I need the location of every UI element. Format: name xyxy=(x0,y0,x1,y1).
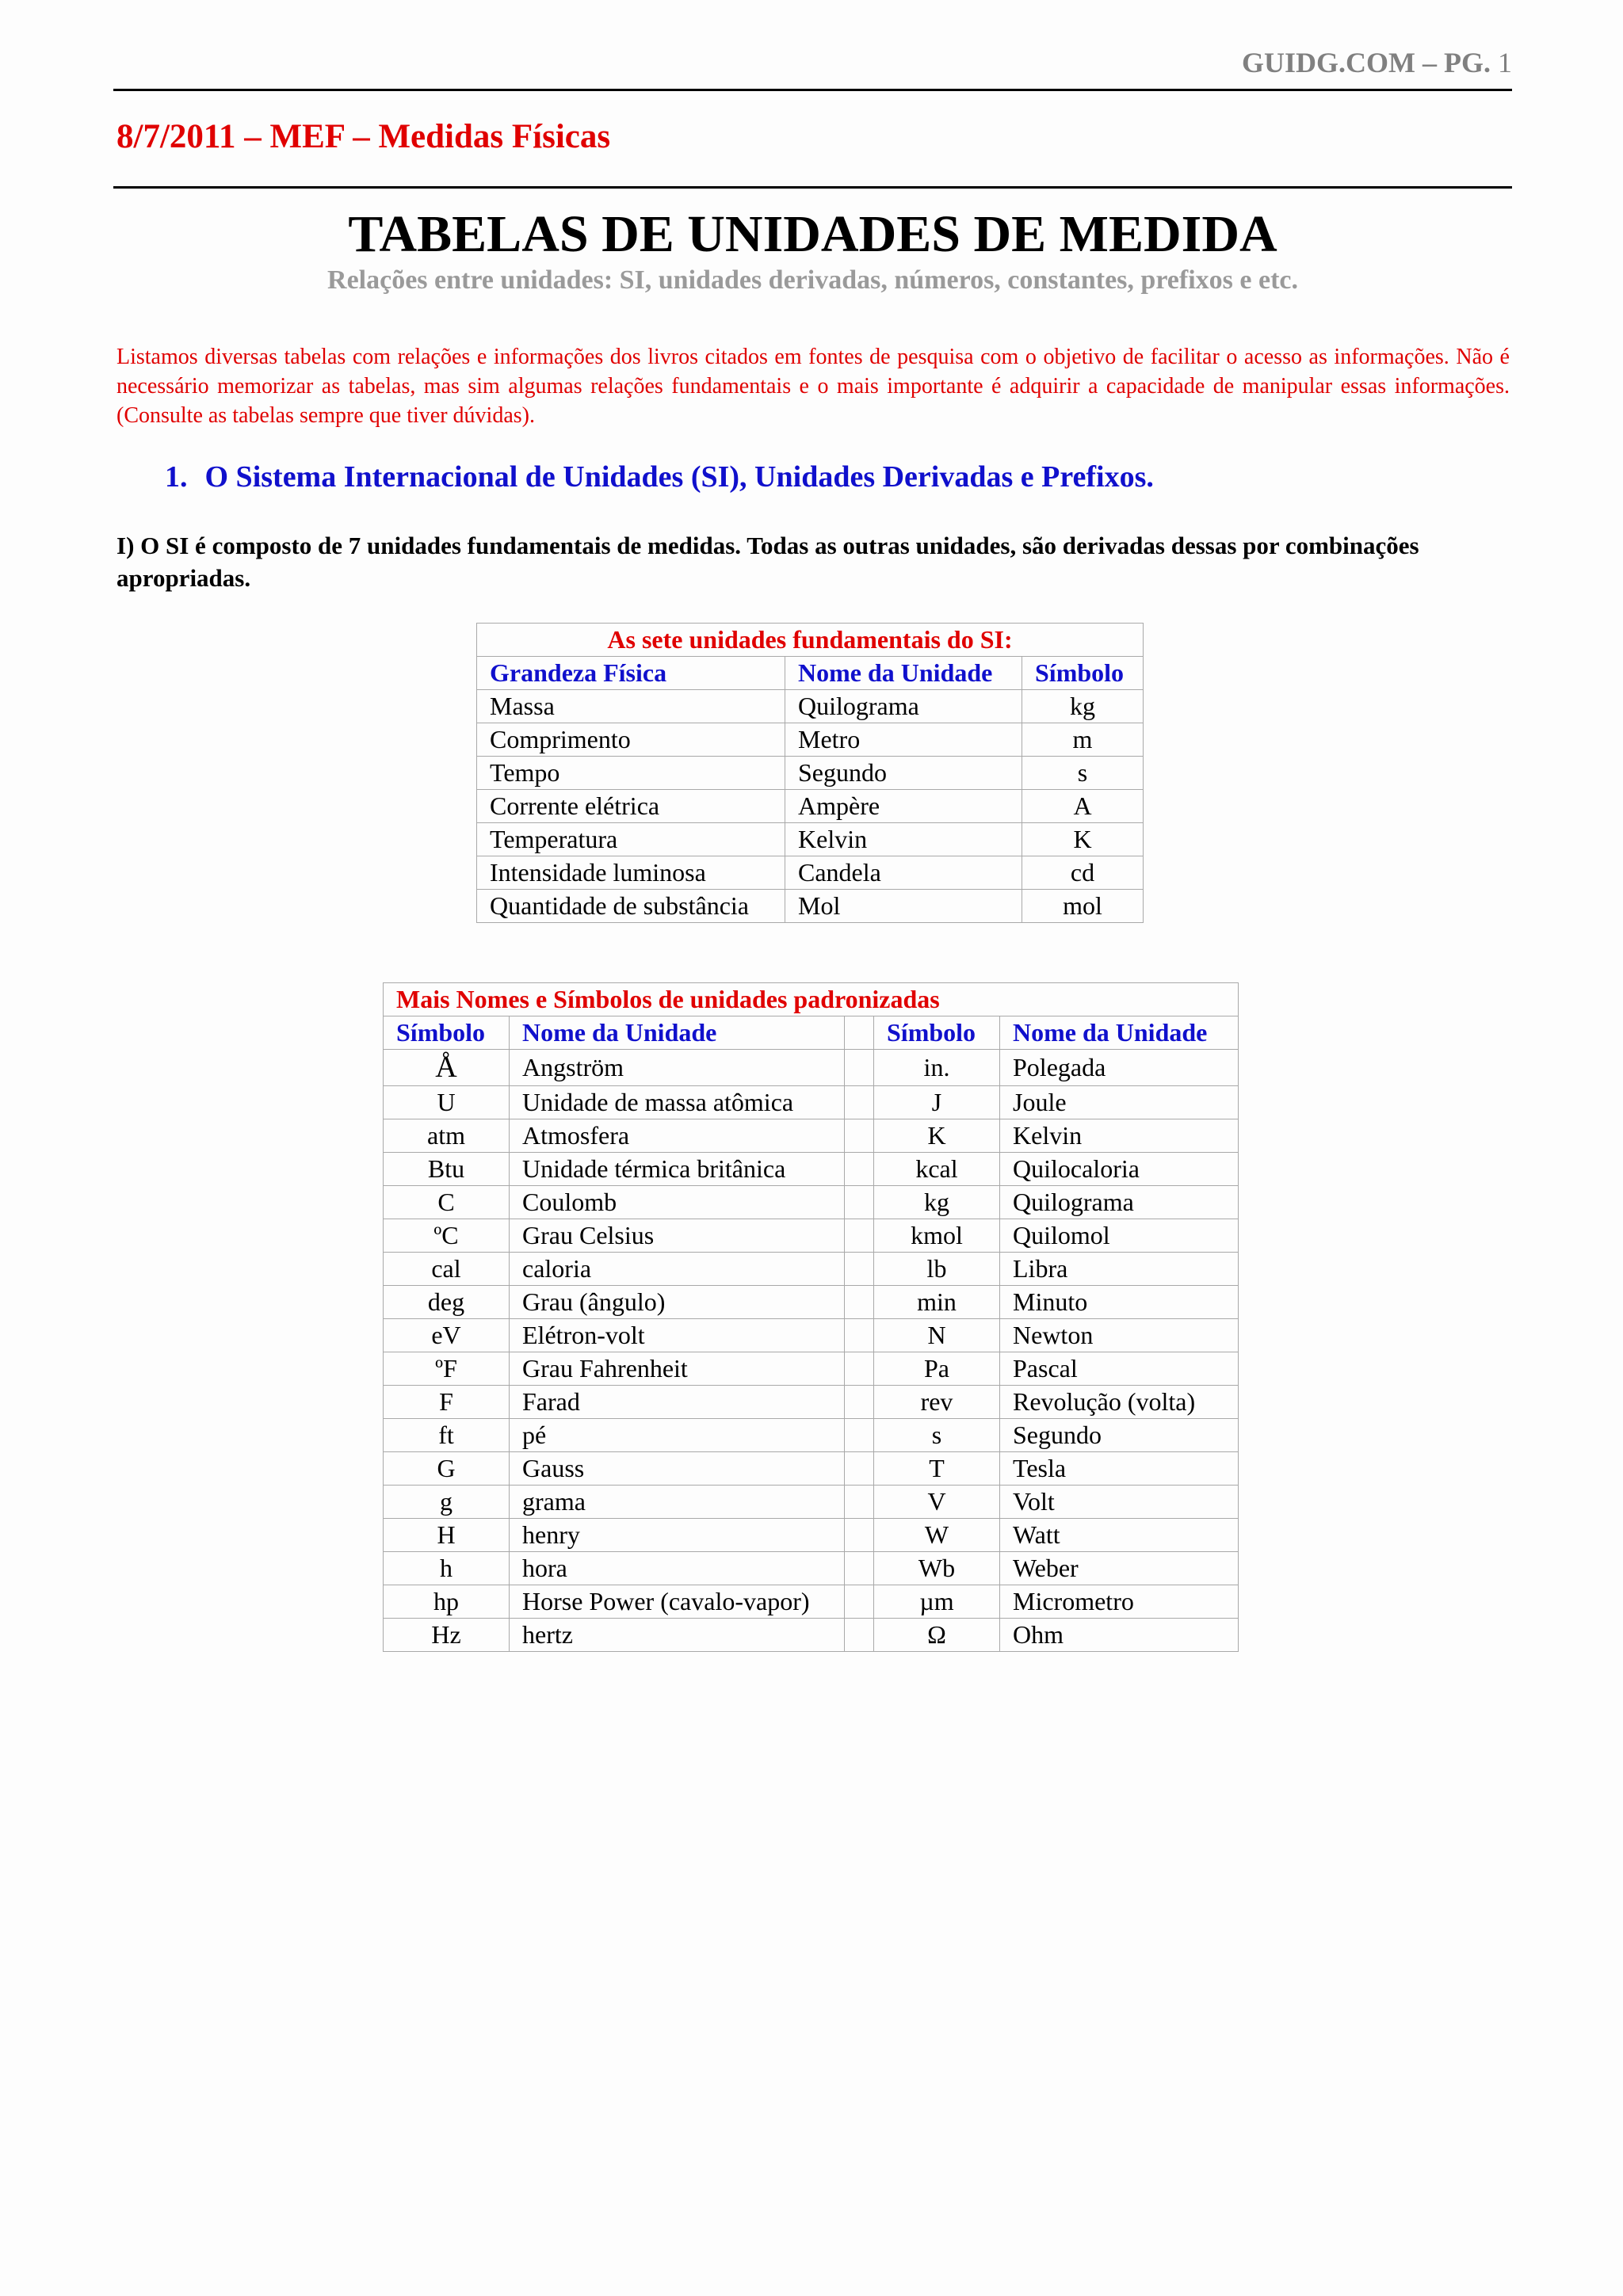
title-rule xyxy=(113,186,1512,189)
spacer-cell xyxy=(845,1585,874,1619)
lead-paragraph: I) O SI é composto de 7 unidades fundamentais de medidas. Todas as outras unidades, são derivadas dessas por combinações apropriadas. xyxy=(116,532,1419,592)
table-cell: Farad xyxy=(510,1386,845,1419)
table-cell: in. xyxy=(874,1050,1000,1086)
table-cell: Joule xyxy=(1000,1086,1239,1119)
table-cell: G xyxy=(384,1452,510,1486)
table-row xyxy=(384,1585,1239,1619)
table-row xyxy=(384,1619,1239,1652)
date-title: 8/7/2011 – MEF – Medidas Físicas xyxy=(116,118,611,155)
table-cell: Grau Fahrenheit xyxy=(510,1352,845,1386)
table-cell: Segundo xyxy=(785,757,1022,790)
page-subtitle: Relações entre unidades: SI, unidades derivadas, números, constantes, prefixos e etc. xyxy=(327,265,1298,295)
table-row xyxy=(477,856,1144,890)
table-cell: N xyxy=(874,1319,1000,1352)
section-heading xyxy=(165,460,1154,494)
table-cell: Quilograma xyxy=(785,690,1022,723)
table-cell: Å xyxy=(384,1050,510,1086)
table-row xyxy=(477,723,1144,757)
spacer-cell xyxy=(845,1119,874,1153)
table-cell: s xyxy=(874,1419,1000,1452)
table-cell: Unidade de massa atômica xyxy=(510,1086,845,1119)
table-cell: cal xyxy=(384,1253,510,1286)
table-cell: Coulomb xyxy=(510,1186,845,1219)
table-cell: mol xyxy=(1022,890,1144,923)
table-row xyxy=(384,1319,1239,1352)
table-cell: deg xyxy=(384,1286,510,1319)
page-header xyxy=(113,46,1512,79)
table-cell: V xyxy=(874,1486,1000,1519)
table-row xyxy=(477,757,1144,790)
column-header: Nome da Unidade xyxy=(510,1016,845,1050)
spacer-cell xyxy=(845,1619,874,1652)
table-row xyxy=(384,1219,1239,1253)
table-cell: hora xyxy=(510,1552,845,1585)
table-cell: m xyxy=(1022,723,1144,757)
table-cell: kmol xyxy=(874,1219,1000,1253)
column-header: Símbolo xyxy=(874,1016,1000,1050)
spacer-cell xyxy=(845,1486,874,1519)
table-cell: cd xyxy=(1022,856,1144,890)
spacer-cell xyxy=(845,1519,874,1552)
si-units-table xyxy=(476,623,1144,923)
table-row xyxy=(384,1086,1239,1119)
table-body xyxy=(384,1050,1239,1652)
table-cell: grama xyxy=(510,1486,845,1519)
table-row xyxy=(384,1486,1239,1519)
table-cell: henry xyxy=(510,1519,845,1552)
spacer-cell xyxy=(845,1086,874,1119)
table-cell: Weber xyxy=(1000,1552,1239,1585)
table-cell: Temperatura xyxy=(477,823,785,856)
table-cell: eV xyxy=(384,1319,510,1352)
table-row xyxy=(477,790,1144,823)
table-cell: µm xyxy=(874,1585,1000,1619)
table-cell: ºF xyxy=(384,1352,510,1386)
table-cell: K xyxy=(874,1119,1000,1153)
table-cell: Libra xyxy=(1000,1253,1239,1286)
table-cell: Hz xyxy=(384,1619,510,1652)
table-cell: Volt xyxy=(1000,1486,1239,1519)
table-row xyxy=(384,1519,1239,1552)
table-cell: Watt xyxy=(1000,1519,1239,1552)
table-cell: Polegada xyxy=(1000,1050,1239,1086)
table-cell: Unidade térmica britânica xyxy=(510,1153,845,1186)
table-cell: hertz xyxy=(510,1619,845,1652)
table-row xyxy=(384,1419,1239,1452)
table-cell: Micrometro xyxy=(1000,1585,1239,1619)
table-caption: As sete unidades fundamentais do SI: xyxy=(477,624,1144,657)
table-row xyxy=(384,1386,1239,1419)
spacer-cell xyxy=(845,1050,874,1086)
table-cell: Comprimento xyxy=(477,723,785,757)
table-cell: Atmosfera xyxy=(510,1119,845,1153)
table-caption-row xyxy=(384,983,1239,1016)
table-body xyxy=(477,690,1144,923)
table-cell: ºC xyxy=(384,1219,510,1253)
table-cell: C xyxy=(384,1186,510,1219)
table-row xyxy=(384,1186,1239,1219)
table-row xyxy=(384,1253,1239,1286)
table-cell: kg xyxy=(874,1186,1000,1219)
table-cell: Ω xyxy=(874,1619,1000,1652)
column-header: Nome da Unidade xyxy=(1000,1016,1239,1050)
table-cell: J xyxy=(874,1086,1000,1119)
spacer-cell xyxy=(845,1153,874,1186)
table-row xyxy=(384,1050,1239,1086)
table-cell: F xyxy=(384,1386,510,1419)
table-cell: ft xyxy=(384,1419,510,1452)
table-cell: W xyxy=(874,1519,1000,1552)
column-header: Nome da Unidade xyxy=(785,657,1022,690)
table-cell: rev xyxy=(874,1386,1000,1419)
spacer-cell xyxy=(845,1286,874,1319)
table-cell: Ampère xyxy=(785,790,1022,823)
table-cell: Minuto xyxy=(1000,1286,1239,1319)
table-cell: Pa xyxy=(874,1352,1000,1386)
table-cell: Tempo xyxy=(477,757,785,790)
spacer-cell xyxy=(845,1352,874,1386)
table-cell: Quantidade de substância xyxy=(477,890,785,923)
intro-paragraph: Listamos diversas tabelas com relações e informações dos livros citados em fontes de pesquisa com o objetivo de facilitar o acesso as informações. Não é necessário memorizar as tabelas, mas sim algumas relações fundamentais e o mais importante é adquirir a capacidade de manipular essas informações. (Consulte as tabelas sempre que tiver dúvidas). xyxy=(116,345,1510,428)
table-cell: Tesla xyxy=(1000,1452,1239,1486)
page-number: 1 xyxy=(1498,47,1512,78)
table-cell: g xyxy=(384,1486,510,1519)
spacer-cell xyxy=(845,1319,874,1352)
table-cell: Mol xyxy=(785,890,1022,923)
table-cell: Angström xyxy=(510,1050,845,1086)
table-cell: atm xyxy=(384,1119,510,1153)
spacer-cell xyxy=(845,1253,874,1286)
table-row xyxy=(384,1552,1239,1585)
table-cell: Corrente elétrica xyxy=(477,790,785,823)
table-cell: kcal xyxy=(874,1153,1000,1186)
table-cell: Quilograma xyxy=(1000,1186,1239,1219)
table-cell: Horse Power (cavalo-vapor) xyxy=(510,1585,845,1619)
table-cell: Grau (ângulo) xyxy=(510,1286,845,1319)
table-row xyxy=(477,890,1144,923)
table-row xyxy=(384,1286,1239,1319)
table-cell: pé xyxy=(510,1419,845,1452)
table-cell: Revolução (volta) xyxy=(1000,1386,1239,1419)
table-row xyxy=(384,1452,1239,1486)
table-cell: lb xyxy=(874,1253,1000,1286)
table-cell: A xyxy=(1022,790,1144,823)
table-row xyxy=(477,690,1144,723)
spacer-cell xyxy=(845,1452,874,1486)
table-row xyxy=(384,1119,1239,1153)
table-cell: K xyxy=(1022,823,1144,856)
spacer-cell xyxy=(845,1386,874,1419)
table-cell: s xyxy=(1022,757,1144,790)
header-rule xyxy=(113,89,1512,91)
table-cell: Elétron-volt xyxy=(510,1319,845,1352)
table-cell: min xyxy=(874,1286,1000,1319)
table-cell: Quilocaloria xyxy=(1000,1153,1239,1186)
table-cell: Wb xyxy=(874,1552,1000,1585)
table-cell: caloria xyxy=(510,1253,845,1286)
table-cell: U xyxy=(384,1086,510,1119)
table-cell: kg xyxy=(1022,690,1144,723)
table-cell: Quilomol xyxy=(1000,1219,1239,1253)
table-cell: Candela xyxy=(785,856,1022,890)
table-cell: Massa xyxy=(477,690,785,723)
table-cell: Btu xyxy=(384,1153,510,1186)
table-cell: Intensidade luminosa xyxy=(477,856,785,890)
table-cell: h xyxy=(384,1552,510,1585)
table-header-row xyxy=(477,657,1144,690)
section-title: O Sistema Internacional de Unidades (SI), Unidades Derivadas e Prefixos. xyxy=(204,460,1154,494)
table-caption: Mais Nomes e Símbolos de unidades padronizadas xyxy=(384,983,1239,1016)
table-cell: Segundo xyxy=(1000,1419,1239,1452)
column-header: Grandeza Física xyxy=(477,657,785,690)
spacer-cell xyxy=(845,1419,874,1452)
site-name: GUIDG.COM – PG. xyxy=(1242,47,1491,78)
spacer-cell xyxy=(845,1186,874,1219)
column-header: Símbolo xyxy=(1022,657,1144,690)
table-cell: Ohm xyxy=(1000,1619,1239,1652)
spacer-cell xyxy=(845,1552,874,1585)
table-cell: Newton xyxy=(1000,1319,1239,1352)
table-cell: Grau Celsius xyxy=(510,1219,845,1253)
table-row xyxy=(477,823,1144,856)
column-header: Símbolo xyxy=(384,1016,510,1050)
section-number: 1. xyxy=(165,460,188,494)
table-cell: T xyxy=(874,1452,1000,1486)
page-title: TABELAS DE UNIDADES DE MEDIDA xyxy=(348,205,1277,263)
table-cell: Kelvin xyxy=(785,823,1022,856)
spacer-cell xyxy=(845,1219,874,1253)
table-header-row xyxy=(384,1016,1239,1050)
table-cell: H xyxy=(384,1519,510,1552)
table-cell: Gauss xyxy=(510,1452,845,1486)
table-caption-row xyxy=(477,624,1144,657)
table-cell: Metro xyxy=(785,723,1022,757)
table-row xyxy=(384,1352,1239,1386)
spacer-cell xyxy=(845,1016,874,1050)
table-cell: hp xyxy=(384,1585,510,1619)
table-cell: Pascal xyxy=(1000,1352,1239,1386)
units-names-table xyxy=(383,982,1239,1652)
table-row xyxy=(384,1153,1239,1186)
table-cell: Kelvin xyxy=(1000,1119,1239,1153)
